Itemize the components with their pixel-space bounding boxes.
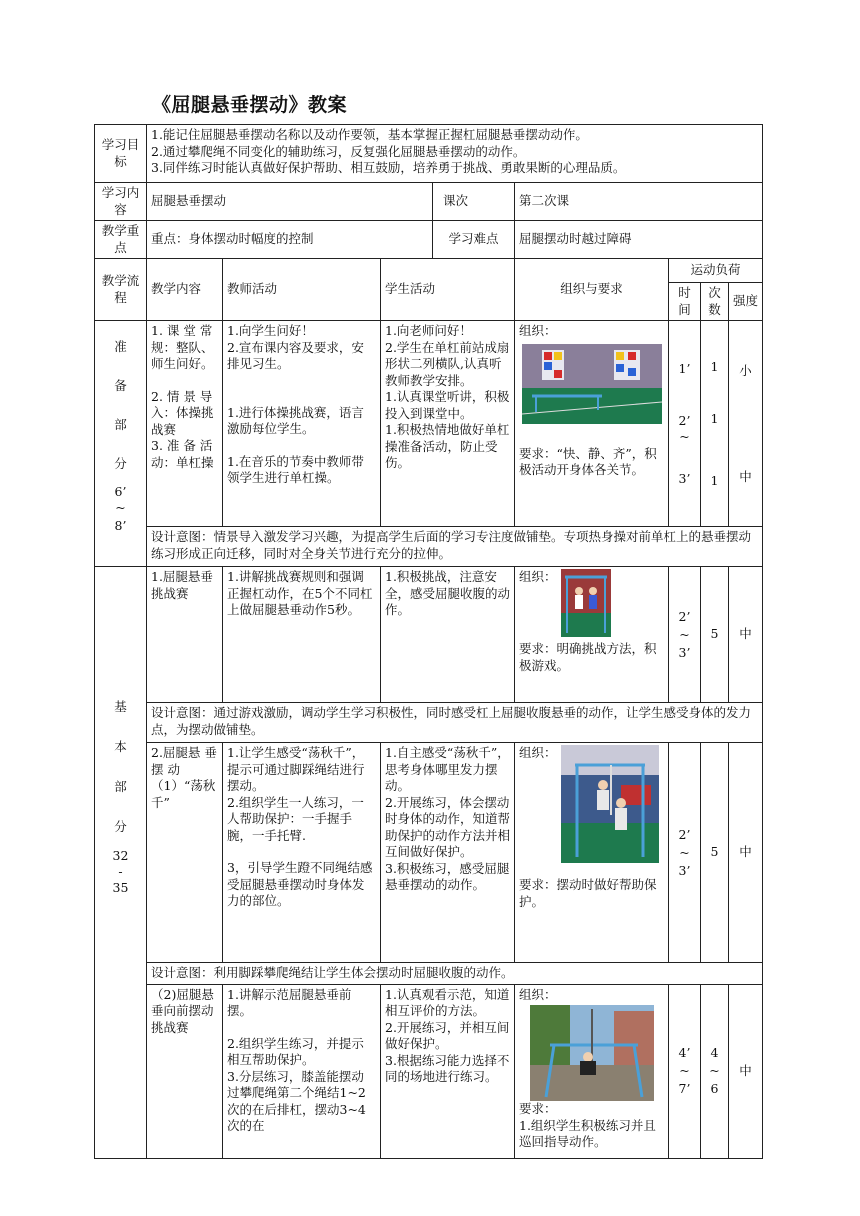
section-char: 本 (114, 739, 127, 754)
lesson-label: 课次 (433, 183, 515, 221)
section-char: 6’ (114, 484, 127, 499)
org-requirement: 1.组织学生积极练习并且巡回指导动作。 (519, 1117, 656, 1149)
text: 1.认真课堂听讲，积极投入到课堂中。 (385, 389, 510, 421)
num: ~ (679, 1063, 690, 1078)
section-char: 8’ (114, 518, 127, 533)
goals-cell (147, 125, 763, 183)
num: 4 (710, 1045, 719, 1060)
num: 小 (739, 362, 752, 378)
text: 2.学生在单杠前站成扇形状二列横队,认真听教师教学安排。 (385, 339, 510, 388)
difficulty-value: 屈腿摆动时越过障碍 (515, 221, 763, 259)
goals-label: 学习目标 (95, 125, 147, 183)
section-main (95, 567, 147, 1159)
text: 1.向老师问好！ (385, 323, 472, 338)
header-time: 时间 (669, 283, 701, 321)
header-student: 学生活动 (381, 259, 515, 321)
text: 3.分层练习，膝盖能摆动过攀爬绳第二个绳结1~2次的在后排杠，摆动3~4次的在 (227, 1068, 366, 1133)
num: ~ (679, 428, 690, 444)
text: 3，引导学生蹬不同绳结感受屈腿悬垂摆动时身体发力的部位。 (227, 860, 373, 908)
prep-teacher (223, 321, 381, 527)
block1-org (515, 567, 669, 703)
block3-content: （2)屈腿悬垂向前摆动挑战赛 (147, 984, 223, 1158)
text: 1.积极热情地做好单杠操准备活动，防止受伤。 (385, 422, 510, 470)
goal-item: 1.能记住屈腿悬垂摆动名称以及动作要领，基本掌握正握杠屈腿悬垂摆动动作。 (151, 127, 588, 142)
block1-time (669, 567, 701, 703)
section-char: - (118, 864, 123, 879)
block2-time (669, 743, 701, 963)
block2-count: 5 (701, 743, 729, 963)
header-intensity: 强度 (729, 283, 763, 321)
lesson-value: 第二次课 (515, 183, 763, 221)
section-char: 基 (114, 699, 127, 714)
num: 1 (710, 410, 719, 426)
swing-photo (561, 745, 659, 863)
header-count: 次数 (701, 283, 729, 321)
block2-design: 设计意图：利用脚踩攀爬绳结让学生体会摆动时屈腿收腹的动作。 (147, 963, 763, 985)
block3-time (669, 984, 701, 1158)
num: 2’ (678, 826, 691, 842)
org-requirement: 要求：摆动时做好帮助保护。 (519, 877, 657, 909)
prep-intensity (729, 321, 763, 527)
org-requirement: 要求：“快、静、齐”，积极活动开身体各关节。 (519, 445, 657, 477)
header-flow: 教学流程 (95, 259, 147, 321)
content-value: 屈腿悬垂摆动 (147, 183, 433, 221)
bar-photo (561, 569, 611, 637)
num: 2’ (678, 608, 691, 624)
block1-teacher: 1.讲解挑战赛规则和强调正握杠动作，在5个不同杠上做屈腿悬垂动作5秒。 (223, 567, 381, 703)
block1-design: 设计意图：通过游戏激励，调动学生学习积极性，同时感受杠上屈腿收腹悬垂的动作，让学生感受身体的发力点，为摆动做铺垫。 (147, 703, 763, 743)
text: 2.开展练习，体会摆动时身体的动作，知道帮助保护的动作方法并相互间做好保护。 (385, 794, 511, 859)
block2-student (381, 743, 515, 963)
goal-item: 2.通过攀爬绳不同变化的辅助练习，反复强化屈腿悬垂摆动的动作。 (151, 143, 526, 159)
gym-photo (522, 344, 662, 424)
prep-time (669, 321, 701, 527)
num: 1 (710, 472, 719, 488)
text: 1.自主感受“荡秋千”，思考身体哪里发力摆动。 (385, 745, 510, 793)
num: ~ (679, 626, 690, 642)
block1-count: 5 (701, 567, 729, 703)
text: 3.积极练习，感受屈腿悬垂摆动的动作。 (385, 860, 510, 892)
header-load: 运动负荷 (669, 259, 763, 283)
text: 2.开展练习，并相互间做好保护。 (385, 1019, 510, 1051)
goal-item: 3.同伴练习时能认真做好保护帮助、相互鼓励，培养勇于挑战、勇敢果断的心理品质。 (151, 160, 626, 175)
num: 7’ (678, 1081, 691, 1096)
num: ~ (679, 844, 690, 860)
num: ~ (709, 1063, 720, 1078)
text: 1.认真观看示范，知道相互评价的方法。 (385, 986, 510, 1018)
focus-value: 重点：身体摆动时幅度的控制 (147, 221, 433, 259)
text: 3.根据练习能力选择不同的场地进行练习。 (385, 1052, 510, 1084)
num: 3’ (678, 470, 691, 486)
block2-teacher (223, 743, 381, 963)
org-label: 组织： (519, 986, 557, 1002)
section-char: 备 (114, 378, 127, 393)
block3-teacher (223, 984, 381, 1158)
difficulty-label: 学习难点 (433, 221, 515, 259)
prep-content (147, 321, 223, 527)
org-label: 组织： (519, 323, 557, 338)
block2-content: 2.屈腿悬 垂 摆 动（1）“荡秋千” (147, 743, 223, 963)
block1-student: 1.积极挑战，注意安全，感受屈腿收腹的动作。 (381, 567, 515, 703)
text: 1.讲解示范屈腿悬垂前摆。 (227, 986, 352, 1018)
block3-intensity: 中 (729, 984, 763, 1158)
text: 3. 准 备 活动：单杠操 (151, 438, 214, 470)
prep-org (515, 321, 669, 527)
section-char: 35 (112, 880, 129, 895)
num: 4’ (678, 1045, 691, 1060)
content-label: 学习内容 (95, 183, 147, 221)
text: 1.进行体操挑战赛，语言激励每位学生。 (227, 404, 364, 436)
block3-student (381, 984, 515, 1158)
num: 1’ (678, 360, 691, 376)
lesson-plan-table (94, 124, 763, 1159)
focus-label: 教学重点 (95, 221, 147, 259)
header-content: 教学内容 (147, 259, 223, 321)
text: 2.组织学生一人练习，一人帮助保护：一手握手腕，一手托臂. (227, 794, 364, 843)
prep-student (381, 321, 515, 527)
block3-org (515, 984, 669, 1158)
block2-org (515, 743, 669, 963)
num: 3’ (678, 644, 691, 660)
text: 1.让学生感受“荡秋千”，提示可通过脚踩绳结进行摆动。 (227, 745, 365, 793)
text: 1. 课 堂 常规：整队、师生问好。 (151, 323, 214, 371)
section-char: 准 (114, 339, 127, 354)
section-char: 部 (114, 779, 127, 794)
outdoor-bar-photo (530, 1005, 654, 1101)
section-char: ~ (115, 500, 126, 515)
num: 中 (739, 468, 752, 484)
text: 2.组织学生练习，并提示相互帮助保护。 (227, 1035, 364, 1067)
section-char: 分 (114, 456, 127, 471)
num: 1 (710, 358, 719, 374)
num: 3’ (678, 862, 691, 878)
text: 1.在音乐的节奏中教师带领学生进行单杠操。 (227, 453, 364, 485)
org-label: 组织： (519, 569, 557, 584)
num: 6 (710, 1081, 719, 1096)
header-org: 组织与要求 (515, 259, 669, 321)
org-requirement: 要求：明确挑战方法，积极游戏。 (519, 641, 657, 673)
text: 2.宣布课内容及要求，安排见习生。 (227, 339, 364, 371)
block3-count (701, 984, 729, 1158)
section-char: 32 (112, 848, 129, 863)
page-title: 《屈腿悬垂摆动》教案 (152, 94, 348, 116)
prep-count (701, 321, 729, 527)
section-char: 部 (114, 417, 127, 432)
prep-design: 设计意图：情景导入激发学习兴趣，为提高学生后面的学习专注度做铺垫。专项热身操对前单杠上的悬垂摆动练习形成正向迁移，同时对全身关节进行充分的拉伸。 (147, 527, 763, 567)
section-char: 分 (114, 819, 127, 834)
org-label: 组织： (519, 745, 557, 760)
num: 2’ (678, 412, 691, 428)
block2-intensity: 中 (729, 743, 763, 963)
block1-intensity: 中 (729, 567, 763, 703)
text: 1.向学生问好！ (227, 323, 314, 338)
header-teacher: 教师活动 (223, 259, 381, 321)
text: 2. 情 景 导入：体操挑战赛 (151, 388, 214, 437)
org-requirement: 要求： (519, 1101, 557, 1116)
section-prep (95, 321, 147, 567)
block1-content: 1.屈腿悬垂挑战赛 (147, 567, 223, 703)
